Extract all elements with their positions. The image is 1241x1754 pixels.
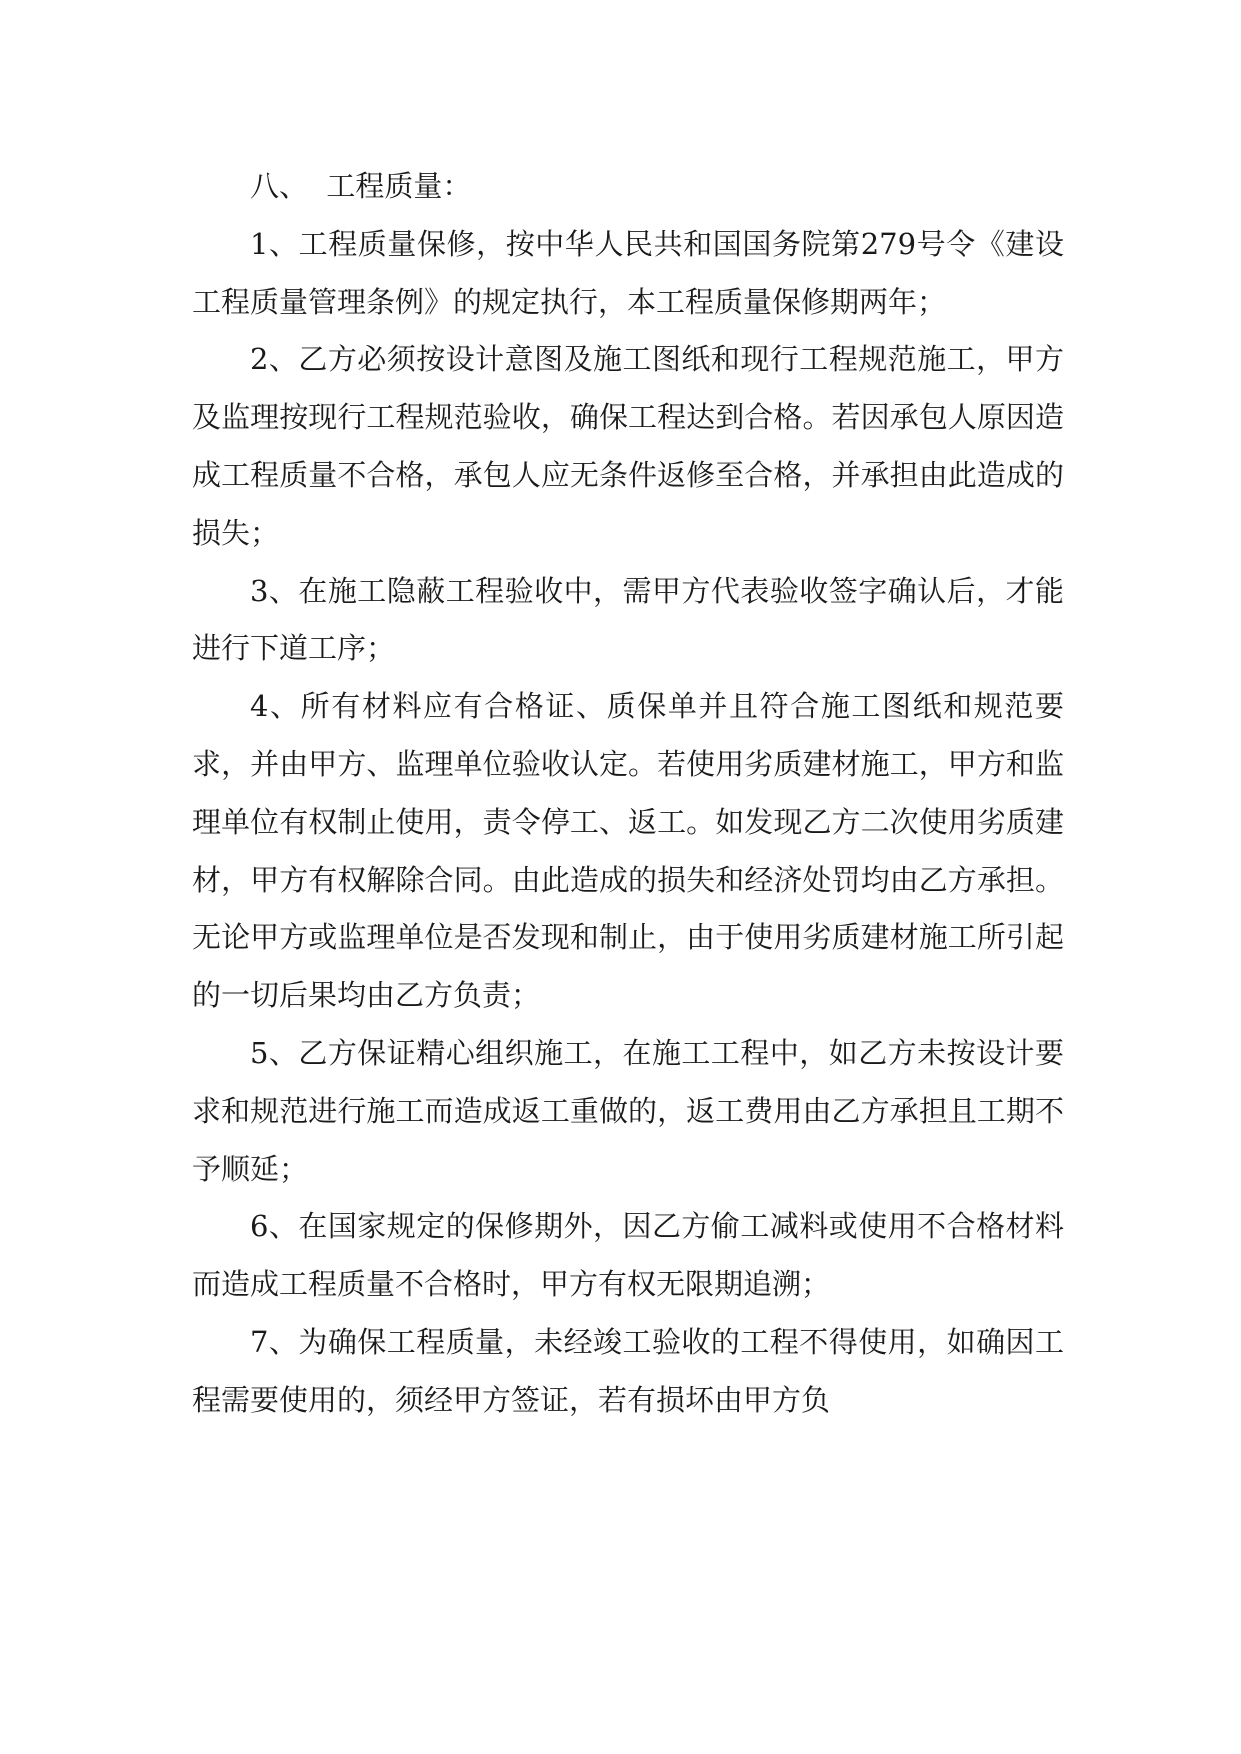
clause-2: 2、乙方必须按设计意图及施工图纸和现行工程规范施工，甲方及监理按现行工程规范验收，确保工程达到合格。若因承包人原因造成工程质量不合格，承包人应无条件返修至合格，并承担由此造成的损失； (192, 342, 1064, 550)
clause-6: 6、在国家规定的保修期外，因乙方偷工减料或使用不合格材料而造成工程质量不合格时，甲方有权无限期追溯； (192, 1209, 1064, 1302)
clause-5: 5、乙方保证精心组织施工，在施工工程中，如乙方未按设计要求和规范进行施工而造成返工重做的，返工费用由乙方承担且工期不予顺延； (192, 1035, 1064, 1186)
clause-7: 7、为确保工程质量，未经竣工验收的工程不得使用，如确因工程需要使用的，须经甲方签证，若有损坏由甲方负 (192, 1324, 1064, 1417)
document-body (192, 158, 1064, 1430)
clause-4: 4、所有材料应有合格证、质保单并且符合施工图纸和规范要求，并由甲方、监理单位验收认定。若使用劣质建材施工，甲方和监理单位有权制止使用，责令停工、返工。如发现乙方二次使用劣质建材，甲方有权解除合同。由此造成的损失和经济处罚均由乙方承担。无论甲方或监理单位是否发现和制止，由于使用劣质建材施工所引起的一切后果均由乙方负责； (192, 689, 1064, 1013)
clause-3: 3、在施工隐蔽工程验收中，需甲方代表验收签字确认后，才能进行下道工序； (192, 573, 1064, 666)
section-heading: 八、 工程质量： (250, 169, 472, 203)
clause-1: 1、工程质量保修，按中华人民共和国国务院第279号令《建设工程质量管理条例》的规定执行，本工程质量保修期两年； (192, 226, 1064, 319)
